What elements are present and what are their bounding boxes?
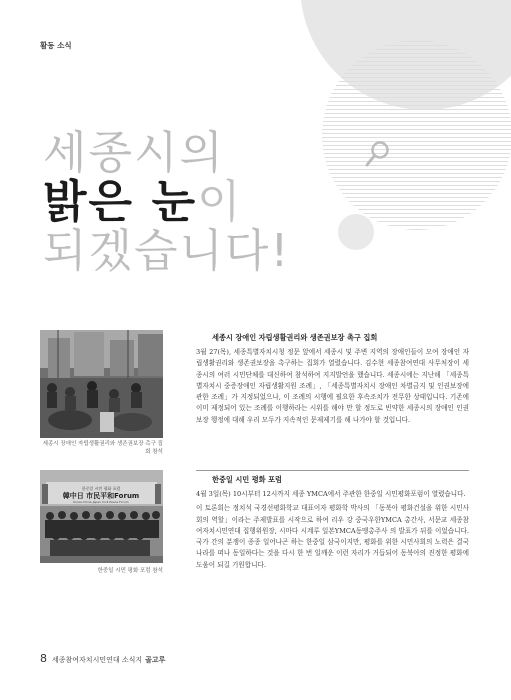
rally-photo-caption: 세종시 장애인 자립생활권리와 생존권보장 촉구 집회 참석 (42, 441, 163, 455)
footer-org: 세종참여자치시민연대 소식지 (52, 656, 143, 664)
article-headline: 한중일 시민 평화 포럼 (212, 475, 282, 484)
banner-main-text: 韓中日 市民平和Forum (62, 492, 140, 500)
rally-photo (40, 330, 163, 438)
page-footer (40, 652, 165, 665)
banner-top-text: 한중일 시민 평화 포럼 (81, 486, 121, 491)
article-paragraph-1: 4월 3일(목) 10시부터 12시까지 세종 YMCA에서 주관한 한중일 시민평화포럼이 열렸습니다. (196, 490, 466, 498)
forum-photo-caption: 한중일 시민 평화 포럼 참석 (97, 568, 163, 574)
article-paragraph-2: 이 토론회는 정치석 국경선평화학교 대표이자 평화학 박사의 「동북아 평화건설을 위한 시민사회의 역할」이라는 주제발표를 시작으로 하여 리우 강 중국우한YMCA 총간사, 서문교 세종참여자치시민연대 집행위원장, 시마다 시계루 일본YMCA동맹총주사 의 발표가 뒤를 이었습니다. 국가 간의 분쟁이 종종 일어나곤 하는 한중일 삼국이지만, 평화를 위한 시민사회의 노력은 결국 나라를 떠나 동일하다는 것을 다시 한 번 일깨운 이런 자리가 거듭되어 동북아의 진정한 평화에 도움이 되길 기원합니다. (196, 504, 469, 569)
page-title (43, 128, 290, 275)
banner-sub-text: Korea-China-Japan Civil Peace Forum (73, 500, 129, 504)
magnifier-icon (364, 140, 390, 174)
title-line-3: 되겠습니다! (43, 224, 291, 277)
page-number: 8 (40, 652, 47, 665)
article-divider (196, 470, 469, 471)
title-line-2 (43, 177, 290, 226)
article-headline: 세종시 장애인 자립생활권리와 생존권보장 촉구 집회 (212, 333, 378, 342)
decorative-circle-small (338, 214, 374, 250)
section-label: 활동 소식 (40, 41, 72, 50)
article-body: 3월 27(목), 세종특별자치시청 정문 앞에서 세종시 및 주변 지역의 장애인들이 모여 장애인 자립생활권리와 생존권보장을 촉구하는 집회가 열렸습니다. 김수현 세종참여연대 사무처장이 세종시의 여러 시민단체를 대신하여 참석하여 지지발언을 했습니다. 세종시에는 지난해 「세종특별자치시 중증장애인 자립생활지원 조례」, 「세종특별자치시 장애인 차별금지 및 인권보장에 관한 조례」가 지정되었으나, 이 조례의 시행에 필요한 후속조치가 전무한 상태입니다. 기존에 이미 제정되어 있는 조례를 이행하라는 시위를 해야 만 할 정도로 빈약한 세종시의 장애인 인권보장 행정에 대해 우리 모두가 지속적인 문제제기를 해 나가야 할 것입니다. (196, 348, 469, 424)
title-line-1: 세종시의 (43, 126, 225, 179)
article-disability-rally (196, 332, 469, 426)
title-light-suffix: 이 (197, 175, 243, 228)
decorative-striped-circle (322, 40, 511, 230)
article-peace-forum (196, 474, 469, 571)
forum-photo (40, 470, 163, 563)
footer-magazine-name: 골고루 (145, 656, 166, 664)
title-bold-phrase: 밝은 눈 (43, 175, 198, 228)
